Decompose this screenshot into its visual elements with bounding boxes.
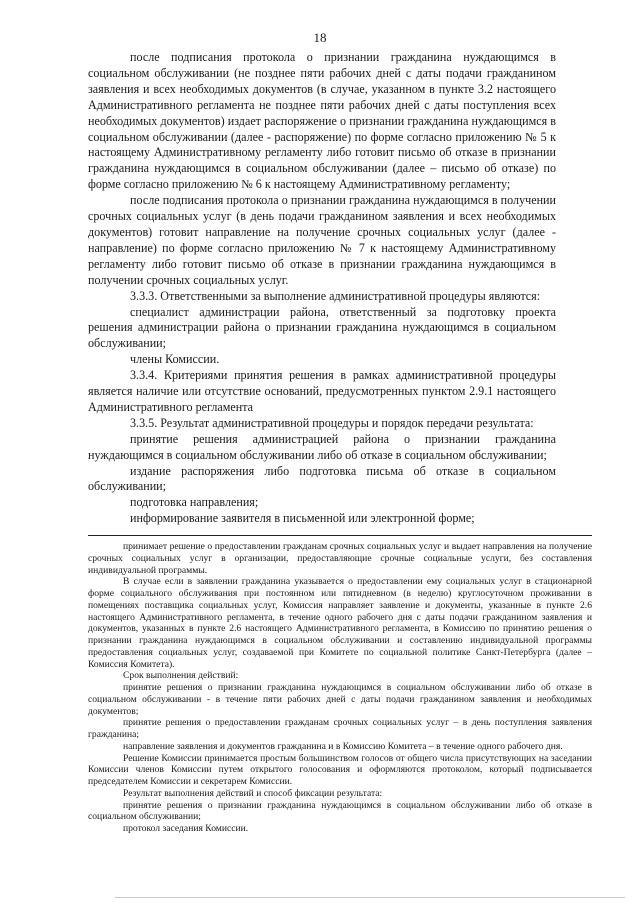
note-paragraph: направление заявления и документов гражданина и в Комиссию Комитета – в течение одного рабочего дня. [123, 740, 563, 752]
paragraph: специалист администрации района, ответственный за подготовку проекта решения администрации района о признании гражданина нуждающимся в социальном обслуживании; [88, 304, 556, 351]
note-paragraph: Решение Комиссии принимается простым большинством голосов от общего числа присутствующих на заседании Комиссии членов Комиссии путем открытого голосования и оформляются протоколом, который подписывается председателем Комиссии и секретарем Комиссии. [88, 752, 592, 787]
paragraph: подготовка направления; [130, 495, 259, 510]
paragraph: 3.3.3. Ответственными за выполнение административной процедуры являются: [130, 288, 541, 303]
paragraph: после подписания протокола о признании гражданина нуждающимся в получении срочных социальных услуг (в день подачи гражданином заявления и всех необходимых документов) готовит направление на получение срочных социальных услуг (далее - направление) по форме согласно приложению № 7 к настоящему Административному регламенту либо готовит письмо об отказе в признании гражданина нуждающимся в получении срочных социальных услуг. [88, 193, 556, 287]
note-paragraph: принимает решение о предоставлении гражданам срочных социальных услуг и выдает направления на получение срочных социальных услуг в организации, предоставляющие срочные социальные услуги, без составления индивидуальной программы. [88, 541, 592, 576]
notes-text [88, 541, 592, 835]
paragraph: члены Комиссии. [130, 352, 220, 367]
note-paragraph: Срок выполнения действий: [123, 670, 239, 682]
paragraph: издание распоряжения либо подготовка письма об отказе в социальном обслуживании; [88, 463, 556, 494]
separator-rule [88, 535, 592, 536]
note-paragraph: В случае если в заявлении гражданина указывается о предоставлении ему социальных услуг в стационарной форме социального обслуживания при постоянном или пятидневном (в неделю) круглосуточном проживании в помещениях поставщика социальных услуг, Комиссия направляет заявление и документы, указанные в пункте 2.6 настоящего Административного регламента, в течение одного рабочего дня с даты подачи гражданином заявления и документов, указанных в пункте 2.6 настоящего Административного регламента, в Комиссию по принятию решения о признании гражданина нуждающимся в социальном обслуживании и составлению индивидуальной программы предоставления социальных услуг, создаваемой при Комитете по социальной политике Санкт-Петербурга (далее – Комиссия Комитета). [88, 576, 592, 670]
bottom-edge-line [115, 897, 625, 898]
paragraph: принятие решения администрацией района о признании гражданина нуждающимся в социальном обслуживании либо об отказе в социальном обслуживании; [88, 431, 556, 462]
paragraph: информирование заявителя в письменной или электронной форме; [130, 511, 475, 526]
paragraph: 3.3.5. Результат административной процедуры и порядок передачи результата: [130, 415, 534, 430]
paragraph: 3.3.4. Критериями принятия решения в рамках административной процедуры является наличие или отсутствие оснований, предусмотренных пунктом 2.9.1 настоящего Административного регламента [88, 368, 556, 414]
note-paragraph: Результат выполнения действий и способ фиксации результата: [123, 787, 383, 799]
note-paragraph: принятие решения о предоставлении гражданам срочных социальных услуг – в день поступления заявления гражданина; [88, 717, 592, 740]
paragraph: после подписания протокола о признании гражданина нуждающимся в социальном обслуживании (не позднее пяти рабочих дней с даты подачи гражданином заявления и всех необходимых документов (в случае, указанном в пункте 3.2 настоящего Административного регламента не позднее пяти рабочих дней с даты поступления всех необходимых документов) издает распоряжение о признании гражданина нуждающимся в социальном обслуживании (далее - распоряжение) по форме согласно приложению № 5 к настоящему Административному регламенту либо готовит письмо об отказе в признании гражданина нуждающимся в социальном обслуживании (далее – письмо об отказе) по форме согласно приложению № 6 к настоящему Административному регламенту; [88, 50, 556, 192]
note-paragraph: протокол заседания Комиссии. [123, 823, 249, 834]
main-text [88, 50, 556, 527]
page-number: 18 [313, 30, 327, 45]
note-paragraph: принятие решения о признании гражданина нуждающимся в социальном обслуживании либо об отказе в социальном обслуживании; [88, 799, 592, 823]
note-paragraph: принятие решения о признании гражданина нуждающимся в социальном обслуживании либо об отказе в социальном обслуживании - в течение пяти рабочих дней с даты подачи гражданином заявления и необходимых документов; [88, 682, 592, 717]
